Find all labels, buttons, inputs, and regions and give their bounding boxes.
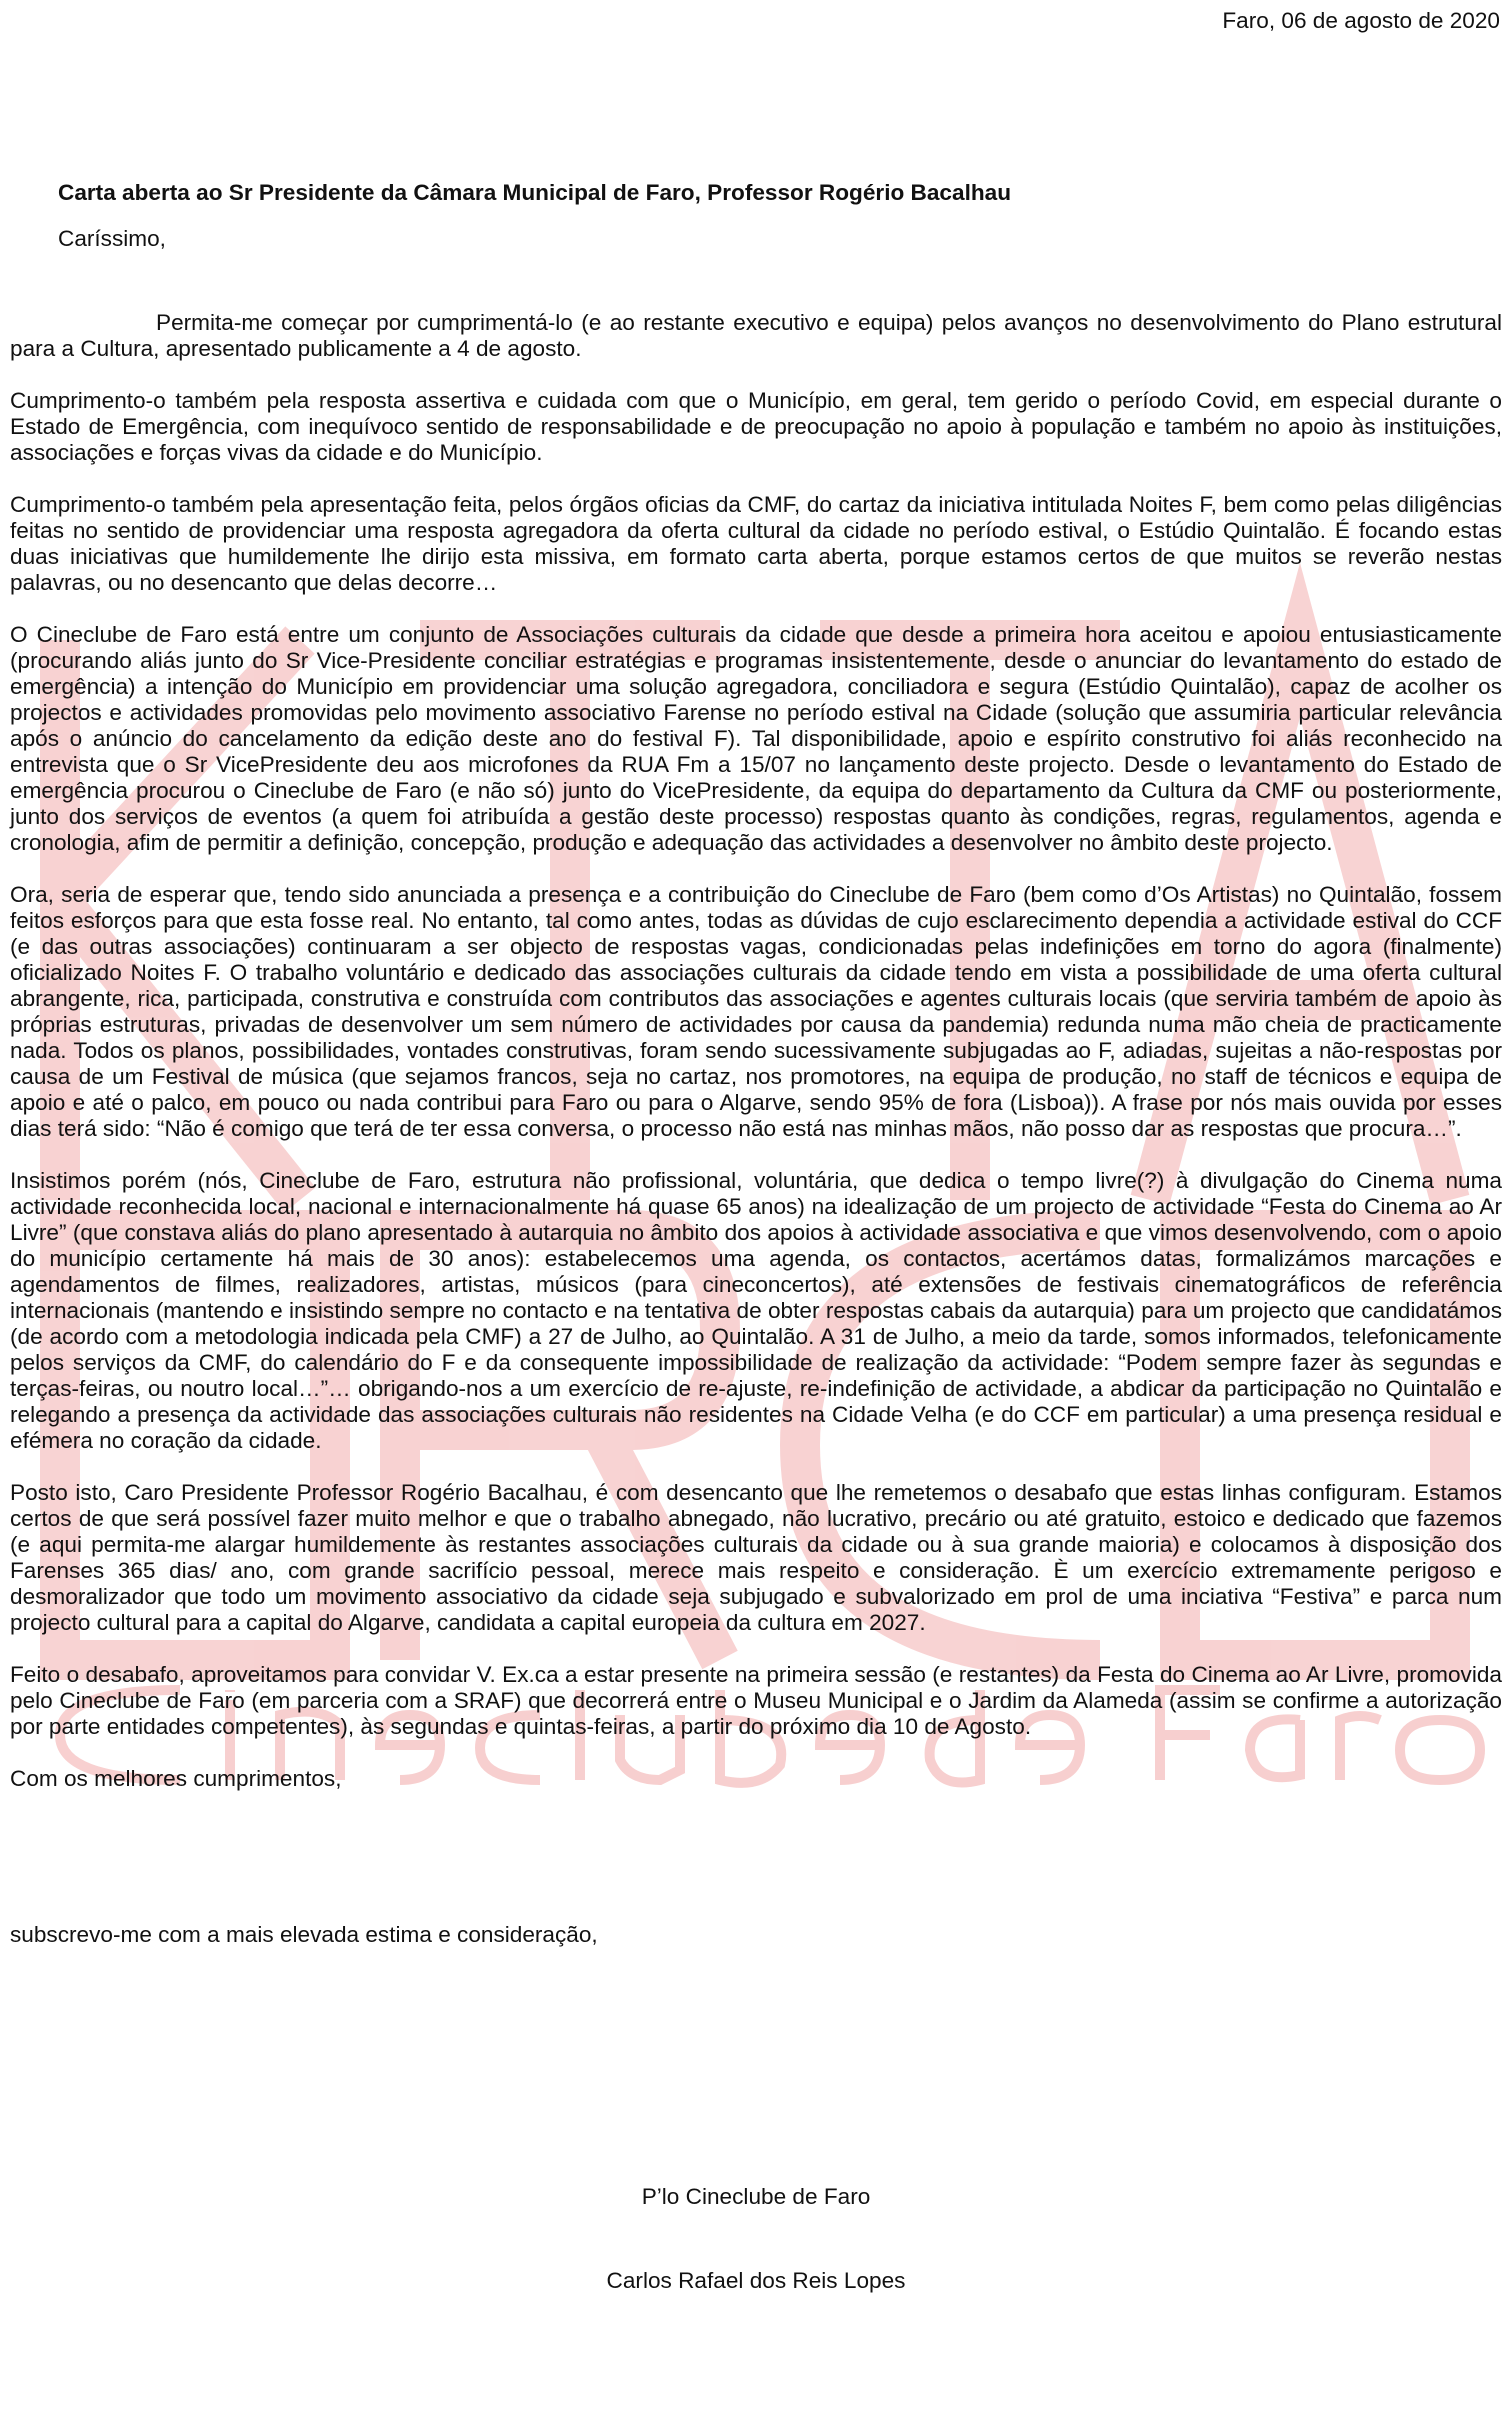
letter-salutation: Caríssimo, xyxy=(58,226,166,251)
paragraph: Cumprimento-o também pela apresentação feita, pelos órgãos oficias da CMF, do cartaz da iniciativa intitulada Noites F, bem como pelas diligências feitas no sentido de providenciar uma resposta agregadora da oferta cultural da cidade no período estival, o Estúdio Quintalão. É focando estas duas iniciativas que humildemente lhe dirijo esta missiva, em formato carta aberta, porque estamos certos de que muitos se reverão nestas palavras, ou no desencanto que delas decorre… xyxy=(10,492,1502,595)
paragraph: Ora, seria de esperar que, tendo sido anunciada a presença e a contribuição do Cineclube de Faro (bem como d’Os Artistas) no Quintalão, fossem feitos esforços para que esta fosse real. No entanto, tal como antes, todas as dúvidas de cujo esclarecimento dependia a actividade estival do CCF (e das outras associações) continuaram a ser objecto de respostas vagas, condicionadas pelas indefinições em torno do agora (finalmente) oficializado Noites F. O trabalho voluntário e dedicado das associações culturais da cidade tendo em vista a possibilidade de uma oferta cultural abrangente, rica, participada, construtiva e construída com contributos das associações e agentes culturais locais (que serviria também de apoio às próprias estruturas, privadas de desenvolver um sem número de actividades por causa da pandemia) redunda numa mão cheia de practicamente nada. Todos os planos, possibilidades, vontades construtivas, foram sendo sucessivamente subjugadas ao F, adiadas, sujeitas a não-respostas por causa de um Festival de música (que sejamos francos, seja no cartaz, nos promotores, na equipa de produção, no staff de técnicos e equipa de apoio e até o palco, em pouco ou nada contribui para Faro ou para o Algarve, sendo 95% de fora (Lisboa)). A frase por nós mais ouvida por esses dias terá sido: “Não é comigo que terá de ter essa conversa, o processo não está nas minhas mãos, não posso dar as respostas que procura…”. xyxy=(10,882,1502,1141)
letter-sign-off: subscrevo-me com a mais elevada estima e consideração, xyxy=(10,1922,598,1947)
paragraph: Permita-me começar por cumprimentá-lo (e ao restante executivo e equipa) pelos avanços no desenvolvimento do Plano estrutural para a Cultura, apresentado publicamente a 4 de agosto. xyxy=(10,310,1502,361)
paragraph: Cumprimento-o também pela resposta assertiva e cuidada com que o Município, em geral, tem gerido o período Covid, em especial durante o Estado de Emergência, com inequívoco sentido de responsabilidade e de preocupação no apoio à população e também no apoio às instituições, associações e forças vivas da cidade e do Município. xyxy=(10,388,1502,465)
paragraph: Insistimos porém (nós, Cineclube de Faro, estrutura não profissional, voluntária, que dedica o tempo livre(?) à divulgação do Cinema numa actividade reconhecida local, nacional e internacionalmente há quase 65 anos) na idealização de um projecto de actividade “Festa do Cinema ao Ar Livre” (que constava aliás do plano apresentado à autarquia no âmbito dos apoios à actividade associativa e que vimos desenvolvendo, com o apoio do município certamente há mais de 30 anos): estabelecemos uma agenda, os contactos, acertámos datas, formalizámos marcações e agendamentos de filmes, realizadores, artistas, músicos (para cineconcertos), até extensões de festivais cinematográficos de referência internacionais (mantendo e insistindo sempre no contacto e na tentativa de obter respostas cabais da autarquia) para um projecto que candidatámos (de acordo com a metodologia indicada pela CMF) a 27 de Julho, ao Quintalão. A 31 de Julho, a meio da tarde, somos informados, telefonicamente pelos serviços da CMF, do calendário do F e da consequente impossibilidade de realização da actividade: “Podem sempre fazer às segundas e terças-feiras, ou noutro local…”… obrigando-nos a um exercício de re-ajuste, re-indefinição de actividade, a abdicar da participação no Quintalão e relegando a presença da actividade das associações culturais não residentes na Cidade Velha (e do CCF em particular) a uma presença residual e efémera no coração da cidade. xyxy=(10,1168,1502,1453)
paragraph: Feito o desabafo, aproveitamos para convidar V. Ex.ca a estar presente na primeira sessão (e restantes) da Festa do Cinema ao Ar Livre, promovida pelo Cineclube de Faro (em parceria com a SRAF) que decorrerá entre o Museu Municipal e o Jardim da Alameda (assim se confirme a autorização por parte entidades competentes), às segundas e quintas-feiras, a partir do próximo dia 10 de Agosto. xyxy=(10,1662,1502,1739)
letter-title: Carta aberta ao Sr Presidente da Câmara Municipal de Faro, Professor Rogério Bacalhau xyxy=(58,180,1012,205)
paragraph: Posto isto, Caro Presidente Professor Rogério Bacalhau, é com desencanto que lhe remetemos o desabafo que estas linhas configuram. Estamos certos de que será possível fazer muito melhor e que o trabalho abnegado, não lucrativo, precário ou até gratuito, estoico e dedicado que fazemos (e aqui permita-me alargar humildemente às restantes associações culturais da cidade ou à sua grande maioria) e colocamos à disposição dos Farenses 365 dias/ ano, com grande sacrifício pessoal, merece mais respeito e consideração. È um exercício extremamente perigoso e desmoralizador que todo um movimento associativo da cidade seja subjugado e subvalorizado em prol de uma inciativa “Festiva” e parca num projecto cultural para a capital do Algarve, candidata a capital europeia da cultura em 2027. xyxy=(10,1480,1502,1635)
signatory-name: Carlos Rafael dos Reis Lopes xyxy=(606,2268,906,2293)
letter-date: Faro, 06 de agosto de 2020 xyxy=(1222,8,1500,33)
signatory-org: P’lo Cineclube de Faro xyxy=(641,2184,871,2209)
paragraph: O Cineclube de Faro está entre um conjunto de Associações culturais da cidade que desde a primeira hora aceitou e apoiou entusiasticamente (procurando aliás junto do Sr Vice-Presidente conciliar estratégias e programas insistentemente, desde o anunciar do levantamento do estado de emergência) a intenção do Município em providenciar uma solução agregadora, conciliadora e segura (Estúdio Quintalão), capaz de acolher os projectos e actividades promovidas pelo movimento associativo Farense no período estival na Cidade (solução que assumiria particular relevância após o anúncio do cancelamento da edição deste ano do festival F). Tal disponibilidade, apoio e espírito construtivo foi aliás reconhecido na entrevista que o Sr VicePresidente deu aos microfones da RUA Fm a 15/07 no lançamento deste projecto. Desde o levantamento do Estado de emergência procurou o Cineclube de Faro (e não só) junto do VicePresidente, da equipa do departamento da Cultura da CMF ou posteriormente, junto dos serviços de eventos (a quem foi atribuída a gestão deste processo) respostas quanto às condições, regras, regulamentos, agenda e cronologia, afim de permitir a definição, concepção, produção e adequação das actividades a desenvolver no âmbito deste projecto. xyxy=(10,622,1502,855)
letter-body xyxy=(10,310,1502,1974)
letter-closing: Com os melhores cumprimentos, xyxy=(10,1766,342,1791)
